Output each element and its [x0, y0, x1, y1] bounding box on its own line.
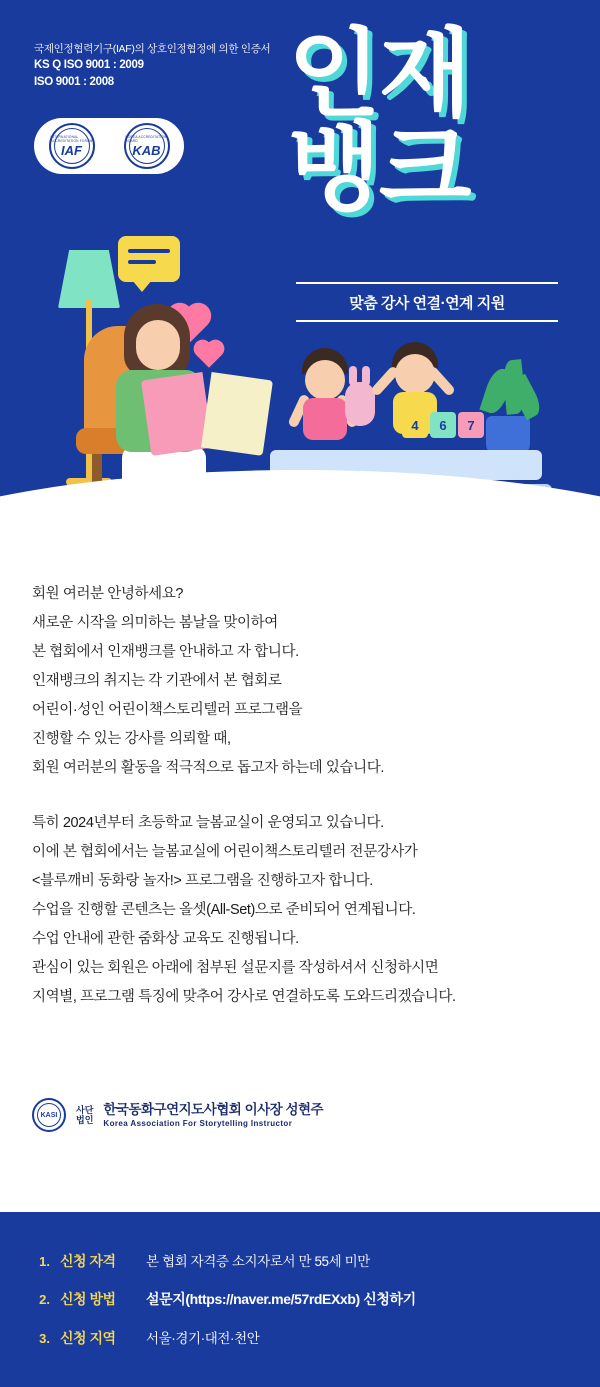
child-girl-body [303, 398, 347, 440]
association-name-en: Korea Association For Storytelling Instructor [103, 1118, 293, 1128]
body-line: 수업을 진행할 콘텐츠는 올셋(All-Set)으로 준비되어 연계됩니다. [32, 902, 416, 918]
block-cube-3: 7 [458, 412, 484, 438]
body-line: 회원 여러분 안녕하세요? [32, 586, 183, 602]
cert-line-3: ISO 9001 : 2008 [34, 75, 114, 88]
body-line: 이에 본 협회에서는 늘봄교실에 어린이책스토리텔러 전문강사가 [32, 844, 418, 860]
body-line: 본 협회에서 인재뱅크를 안내하고 자 합니다. [32, 644, 299, 660]
heart-icon-small [196, 342, 221, 367]
hero-subtitle: 맞춤 강사 연결·연계 지원 [349, 295, 505, 312]
footer-row-value-survey-link[interactable]: 설문지(https://naver.me/57rdEXxb) 신청하기 [146, 1291, 416, 1307]
body-line: 지역별, 프로그램 특징에 맞추어 강사로 연결하도록 도와드리겠습니다. [32, 989, 456, 1005]
cert-line-2: KS Q ISO 9001 : 2009 [34, 59, 144, 72]
hero-section [0, 0, 600, 580]
association-seal-icon: KASI [32, 1098, 66, 1132]
title-line-1: 인재 [288, 21, 470, 128]
footer-row-label: 신청 방법 [60, 1291, 116, 1307]
certification-logos [34, 118, 184, 174]
cert-line-1: 국제인정협력기구(IAF)의 상호인정협정에 의한 인증서 [34, 43, 271, 55]
body-line: 수업 안내에 관한 줌화상 교육도 진행됩니다. [32, 931, 299, 947]
open-book-right-page [201, 372, 273, 456]
iaf-logo-icon [49, 123, 95, 169]
corporation-prefix [76, 1105, 93, 1126]
body-line: <블루깨비 동화랑 놀자!> 프로그램을 진행하고자 합니다. [32, 873, 373, 889]
body-line: 인재뱅크의 취지는 각 기관에서 본 협회로 [32, 673, 282, 689]
footer-row-label: 신청 자격 [60, 1253, 116, 1269]
body-line: 진행할 수 있는 강사를 의뢰할 때, [32, 731, 231, 747]
iaf-logo-label: IAF [61, 142, 82, 158]
footer-row-label: 신청 지역 [60, 1330, 116, 1346]
body-line: 관심이 있는 회원은 아래에 첨부된 설문지를 작성하셔서 신청하시면 [32, 960, 439, 976]
teacher-face [136, 320, 180, 370]
association-name-kr: 한국동화구연지도사협회 이사장 성현주 [103, 1102, 324, 1118]
footer-row [0, 1327, 600, 1348]
block-cube-2: 6 [430, 412, 456, 438]
title-line-2: 뱅크 [288, 115, 470, 223]
footer-row-value: 서울·경기·대전·천안 [146, 1331, 260, 1346]
footer-row [0, 1289, 600, 1309]
corporation-prefix-line-1: 사단 [76, 1104, 94, 1115]
kab-logo-icon [124, 123, 170, 169]
footer-row [0, 1250, 600, 1271]
application-info-footer [0, 1212, 600, 1387]
page-title [288, 21, 558, 223]
paragraph-block-2 [0, 809, 600, 1012]
body-line: 특히 2024년부터 초등학교 늘봄교실이 운영되고 있습니다. [32, 815, 384, 831]
speech-line-2 [128, 260, 156, 264]
body-line: 새로운 시작을 의미하는 봄날을 맞이하여 [32, 615, 278, 631]
iaf-logo-sub: INTERNATIONAL ACCREDITATION FORUM [50, 134, 93, 143]
association-signature [32, 1098, 323, 1132]
signature-names [103, 1101, 323, 1129]
body-line: 회원 여러분의 활동을 적극적으로 돕고자 하는데 있습니다. [32, 760, 384, 776]
footer-row-number: 3. [39, 1331, 50, 1346]
footer-row-value: 본 협회 자격증 소지자로서 만 55세 미만 [146, 1254, 370, 1269]
block-cube-1: 4 [402, 412, 428, 438]
speech-bubble-icon [118, 236, 180, 282]
kab-logo-label: KAB [132, 142, 161, 158]
corporation-prefix-line-2: 법인 [76, 1115, 94, 1125]
certification-text [34, 42, 270, 91]
speech-line-1 [128, 249, 170, 253]
child-girl-head [305, 360, 345, 400]
kab-logo-sub: KOREA ACCREDITATION BOARD [125, 134, 167, 143]
footer-row-number: 2. [39, 1292, 50, 1307]
letter-body [0, 580, 600, 1012]
hero-wave-divider [0, 470, 600, 580]
paragraph-block-1 [0, 580, 600, 783]
body-line: 어린이·성인 어린이책스토리텔러 프로그램을 [32, 702, 303, 718]
bunny-toy-icon [345, 382, 375, 426]
footer-row-number: 1. [39, 1254, 50, 1269]
paragraph-gap [0, 783, 600, 809]
